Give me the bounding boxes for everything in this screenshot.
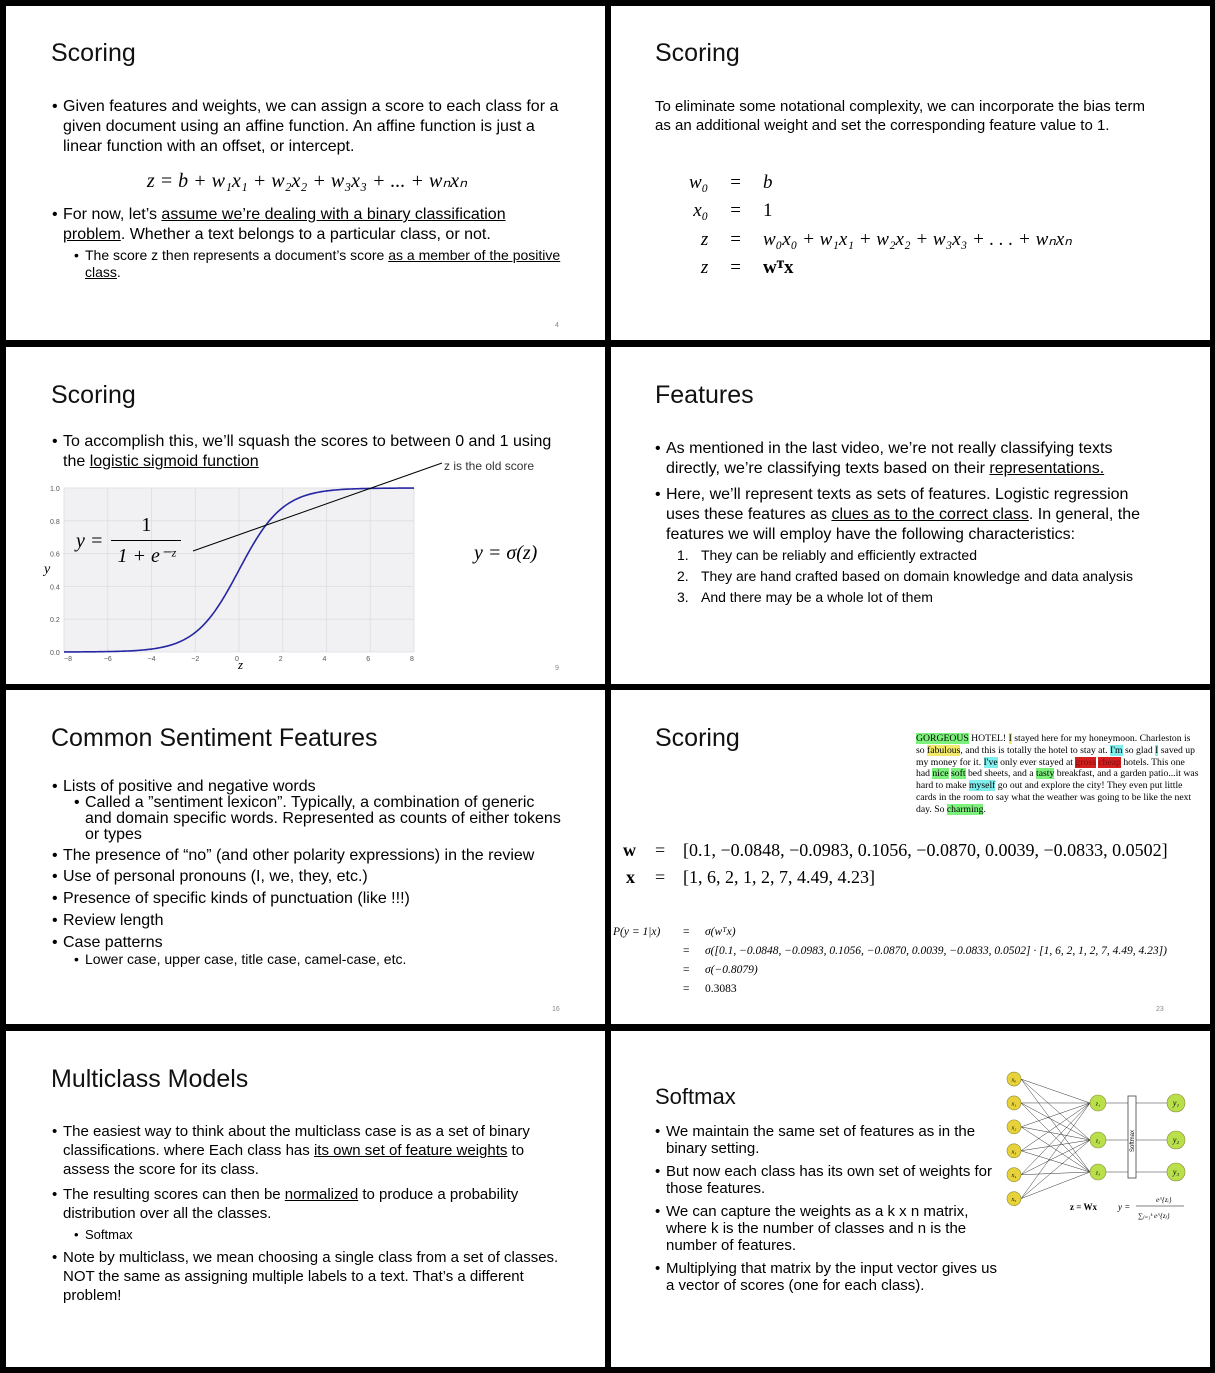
review-segment: , and this is totally the hotel to stay at.	[960, 744, 1111, 756]
bullet: • To accomplish this, we’ll squash the scores to between 0 and 1 using the logistic sigmoid function	[52, 432, 562, 472]
input-node-label: x₀	[1011, 1077, 1017, 1084]
highlighted-word: I	[1008, 733, 1012, 744]
bullet: • We maintain the same set of features as in the binary setting.	[655, 1123, 1000, 1157]
weight-edge	[1021, 1103, 1090, 1151]
slide-title: Scoring	[655, 724, 740, 752]
highlighted-word: fabulous	[927, 744, 961, 756]
weight-edge	[1021, 1079, 1090, 1172]
list-item: 2. They are hand crafted based on domain knowledge and data analysis	[677, 568, 1133, 584]
slide-title: Common Sentiment Features	[51, 724, 378, 752]
slide-multiclass	[6, 1031, 605, 1367]
sigma-formula: y = σ(z)	[474, 542, 538, 564]
slide-body	[655, 1123, 1000, 1294]
bullet: • Multiplying that matrix by the input vector gives us a vector of scores (one for each class).	[655, 1260, 1000, 1294]
slide-scoring-1	[6, 6, 605, 340]
score-node-label: z₂	[1095, 1138, 1101, 1145]
review-segment: breakfast, and a garden patio...it was hard to make	[916, 768, 1199, 792]
weight-edge	[1021, 1079, 1090, 1140]
slide-features	[611, 347, 1210, 684]
output-node-label: y₃	[1172, 1167, 1180, 1177]
weight-edge	[1021, 1172, 1090, 1199]
bullet: • The resulting scores can then be normalized to produce a probability distribution over all the classes.	[52, 1185, 562, 1223]
highlighted-word: I'm	[1110, 744, 1123, 756]
review-segment: bed sheets, and a	[965, 768, 1036, 780]
bullet: • Case patterns	[52, 934, 562, 951]
slide-title: Scoring	[51, 39, 136, 67]
score-node-label: z₁	[1095, 1101, 1101, 1108]
eq-row: z = wᵀx	[700, 257, 794, 278]
highlighted-word: GORGEOUS	[916, 733, 969, 744]
y-tick-label: 0.4	[50, 584, 60, 592]
x-tick-label: 6	[366, 656, 371, 663]
input-node-label: x₃	[1011, 1149, 1017, 1156]
y-tick-label: 1.0	[50, 486, 60, 493]
highlighted-word: charming	[946, 803, 984, 815]
bullet: • Here, we’ll represent texts as sets of features. Logistic regression uses these features as clues as to the correct class. In general, the features we will employ have the following characteristics:	[655, 485, 1165, 545]
weight-edge	[1021, 1079, 1090, 1103]
y-softmax-lhs: y =	[1118, 1202, 1131, 1212]
review-segment: HOTEL!	[968, 733, 1009, 744]
highlighted-word: soft	[950, 768, 966, 780]
y-softmax-num: e^{zᵢ}	[1156, 1196, 1172, 1204]
input-node-label: x₂	[1011, 1125, 1017, 1132]
page-number: 23	[1156, 1006, 1164, 1013]
derivation-row: = σ([0.1, −0.0848, −0.0983, 0.1056, −0.0870, 0.0039, −0.0833, 0.0502] · [1, 6, 2, 1, 2, 7, 4.49, 4.23])	[683, 945, 1167, 957]
weight-edge	[1021, 1103, 1090, 1140]
slide-body	[52, 778, 562, 968]
y-tick-label: 0.0	[50, 650, 60, 657]
bullet: • For now, let’s assume we’re dealing with a binary classification problem. Whether a text belongs to a particular class, or not.	[52, 205, 562, 245]
weight-vector: w = [0.1, −0.0848, −0.0983, 0.1056, −0.0870, 0.0039, −0.0833, 0.0502]	[623, 840, 1168, 860]
bullet: • Note by multiclass, we mean choosing a single class from a set of classes. NOT the same as assigning multiple labels to a text. That’s a different problem!	[52, 1248, 562, 1305]
softmax-label: Softmax	[1130, 1129, 1136, 1152]
eq-row: x₀ = 1	[693, 200, 773, 221]
derivation-row: P(y = 1|x) = σ(wᵀx)	[613, 926, 736, 938]
slide-title: Scoring	[655, 39, 740, 67]
highlighted-word: gross	[1075, 756, 1096, 768]
x-axis-label: z	[238, 657, 244, 672]
slide-title: Multiclass Models	[51, 1065, 249, 1093]
x-tick-label: −2	[191, 656, 200, 663]
softmax-network-diagram	[1000, 1064, 1210, 1234]
highlighted-word: I've	[983, 756, 998, 768]
highlighted-word: nice	[932, 768, 949, 780]
input-node-label: x₅	[1011, 1197, 1017, 1204]
score-node-label: z₃	[1095, 1170, 1101, 1177]
sub-bullet: • Softmax	[74, 1226, 562, 1243]
review-segment: only ever stayed at	[997, 756, 1076, 768]
review-segment: so glad	[1122, 744, 1156, 756]
weight-edge	[1021, 1103, 1090, 1127]
slide-scoring-3	[6, 347, 605, 684]
slide-softmax	[611, 1031, 1210, 1367]
slide-title: Softmax	[655, 1084, 736, 1109]
page-number: 9	[555, 665, 559, 672]
x-tick-label: −4	[147, 656, 156, 663]
bullet: • We can capture the weights as a k x n matrix, where k is the number of classes and n is the number of features.	[655, 1203, 1000, 1254]
weight-edge	[1021, 1172, 1090, 1175]
x-tick-label: −6	[103, 656, 112, 663]
bullet: • The presence of “no” (and other polarity expressions) in the review	[52, 847, 562, 864]
derivation-row: = σ(−0.8079)	[683, 964, 758, 976]
weight-edge	[1021, 1103, 1090, 1199]
review-segment: .	[983, 803, 986, 815]
slide-body: To eliminate some notational complexity, we can incorporate the bias term as an additional weight and set the corresponding feature value to 1.	[655, 98, 1145, 134]
derivation-row: = 0.3083	[683, 983, 737, 995]
x-tick-label: 0	[235, 656, 239, 663]
x-tick-label: −8	[64, 656, 72, 663]
slide-body	[655, 439, 1165, 608]
eq-row: w₀ = b	[689, 172, 773, 193]
slide-body	[52, 97, 562, 281]
list-item: 3. And there may be a whole lot of them	[677, 589, 933, 605]
highlighted-word: cheap	[1098, 756, 1121, 768]
x-tick-label: 2	[278, 656, 283, 663]
y-tick-label: 0.6	[50, 551, 60, 559]
bullet: • The easiest way to think about the multiclass case is as a set of binary classifications. where Each class has its own set of feature weights to assess the score for its class.	[52, 1122, 562, 1179]
list-item: 1. They can be reliably and efficiently extracted	[677, 547, 978, 563]
annotation-text: z is the old score	[444, 459, 535, 473]
y-axis-label: y	[44, 562, 51, 577]
review-segment: saved up my money for it.	[916, 744, 1195, 768]
y-softmax-den: ∑ⱼ₌₁ᵏ e^{zⱼ}	[1138, 1212, 1170, 1220]
slide-scoring-2	[611, 6, 1210, 340]
sub-bullet: • Lower case, upper case, title case, camel-case, etc.	[74, 951, 562, 968]
page-number: 16	[552, 1006, 560, 1013]
review-segment: hotels. This one had	[916, 756, 1185, 780]
numbered-list	[677, 545, 1165, 608]
sub-bullet: • The score z then represents a document’s score as a member of the positive class.	[74, 247, 562, 281]
affine-equation: z = b + w₁x₁ + w₂x₂ + w₃x₃ + ... + wₙxₙ	[146, 170, 468, 192]
probability-derivation	[613, 923, 1167, 999]
y-tick-label: 0.2	[50, 617, 60, 625]
bullet: • Lists of positive and negative words	[52, 778, 562, 795]
review-segment: go out and explore the city! They even put little cards in the room to say what the weather was going to be like the next day. So	[916, 780, 1192, 815]
bullet: • Given features and weights, we can assign a score to each class for a given document using an affine function. An affine function is just a linear function with an offset, or intercept.	[52, 97, 562, 157]
eq-row: z = w₀x₀ + w₁x₁ + w₂x₂ + w₃x₃ + . . . + wₙxₙ	[700, 228, 1072, 250]
input-node-label: x₁	[1011, 1101, 1017, 1108]
slide-title: Scoring	[51, 381, 136, 409]
bullet: • Use of personal pronouns (I, we, they, etc.)	[52, 868, 562, 885]
bullet: • As mentioned in the last video, we’re not really classifying texts directly, we’re classifying texts based on their representations.	[655, 439, 1165, 479]
bullet: • Review length	[52, 912, 562, 929]
highlighted-word: myself	[969, 780, 996, 792]
weight-edge	[1021, 1103, 1090, 1175]
output-node-label: y₁	[1172, 1098, 1180, 1108]
review-text	[916, 733, 1201, 816]
z-wx-label: z = Wx	[1070, 1202, 1097, 1212]
feature-vector: x = [1, 6, 2, 1, 2, 7, 4.49, 4.23]	[626, 867, 875, 887]
bias-equations	[681, 169, 1080, 282]
y-tick-label: 0.8	[50, 518, 60, 526]
page-number: 4	[555, 322, 559, 329]
bullet: • But now each class has its own set of weights for those features.	[655, 1163, 1000, 1197]
bullet: • Presence of specific kinds of punctuation (like !!!)	[52, 890, 562, 907]
review-segment: stayed here for my honeymoon. Charleston is so	[916, 733, 1191, 756]
slide-body	[52, 1122, 562, 1305]
x-tick-label: 8	[410, 656, 414, 663]
slide-sentiment-features	[6, 690, 605, 1024]
sub-bullet: • Called a ”sentiment lexicon”. Typically, a combination of generic and domain specific words. Represented as counts of either tokens or types	[74, 795, 562, 843]
slide-scoring-example	[611, 690, 1210, 1024]
output-node-label: y₂	[1172, 1135, 1180, 1145]
highlighted-word: tasty	[1036, 768, 1055, 780]
slide-title: Features	[655, 381, 754, 409]
x-tick-label: 4	[322, 656, 327, 663]
input-node-label: x₄	[1011, 1173, 1017, 1180]
sigmoid-formula: y = $\frac{1}{\text{1 + e⁻ᶻ}}$	[76, 514, 181, 568]
highlighted-word: I	[1155, 744, 1159, 756]
